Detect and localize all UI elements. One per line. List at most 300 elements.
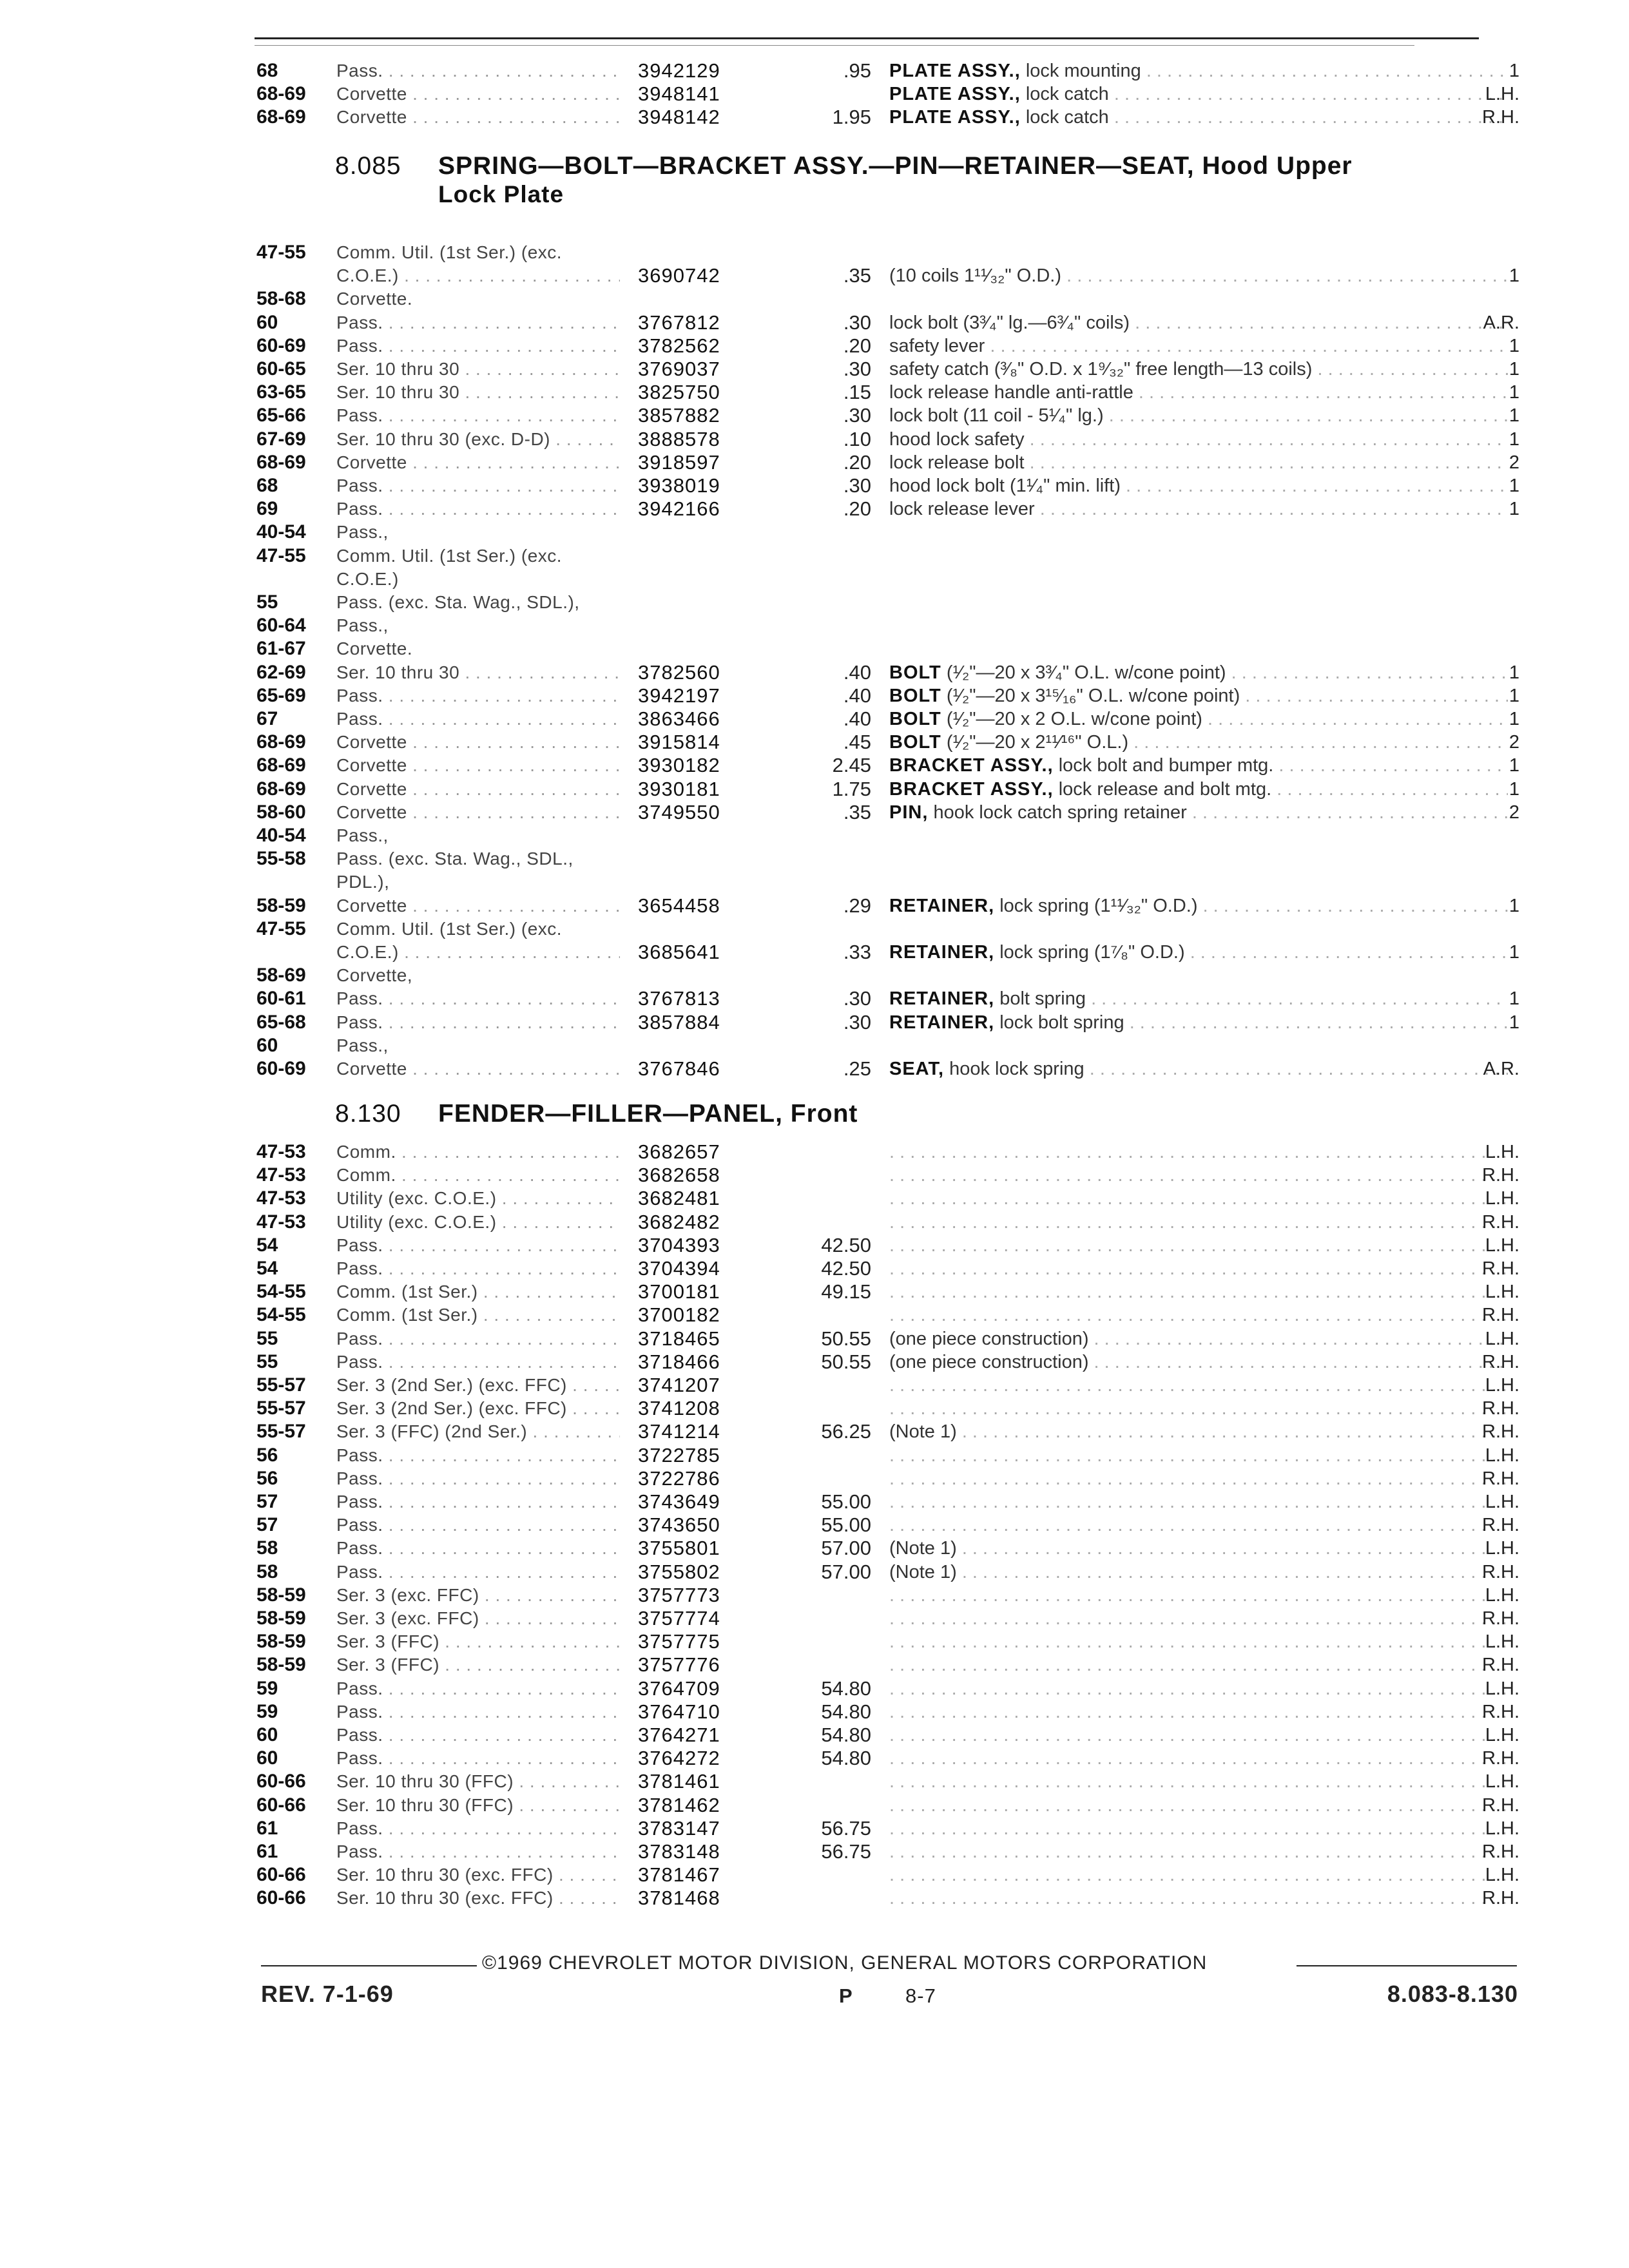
parts-row (0, 1234, 1629, 1257)
part-number: 3857884 (638, 1010, 720, 1033)
part-number: 3700182 (638, 1303, 720, 1327)
list-price: .30 (843, 987, 871, 1010)
part-description (889, 1724, 1508, 1747)
quantity-or-side: 1 (1509, 1012, 1519, 1033)
model-applicability: Pass. (exc. Sta. Wag., SDL., (336, 849, 574, 869)
model-applicability: Pass. . . . (336, 474, 620, 497)
model-applicability: Pass. . . . (336, 334, 620, 358)
model-applicability: PDL.), (336, 872, 390, 892)
quantity-or-side: 1 (1509, 476, 1519, 496)
parts-row (0, 1863, 1629, 1887)
quantity-or-side: L.H. (1485, 1678, 1519, 1699)
model-applicability: Pass. . . . (336, 311, 620, 334)
quantity-or-side: L.H. (1485, 1725, 1519, 1745)
model-applicability: Comm. . . . (336, 1164, 620, 1187)
part-number: 3682657 (638, 1140, 720, 1163)
part-detail: lock release lever (889, 499, 1035, 520)
part-number: 3682481 (638, 1187, 720, 1210)
part-detail: lock bolt and bumper mtg. (1058, 755, 1274, 776)
part-description (889, 1677, 1508, 1700)
list-price: .30 (843, 1010, 871, 1033)
model-years: 47-53 (256, 1187, 306, 1209)
model-years: 55-57 (256, 1421, 306, 1443)
page-letter: P (839, 1984, 853, 2007)
part-number: 3704394 (638, 1257, 720, 1280)
part-number: 3767812 (638, 311, 720, 334)
model-years: 68 (256, 475, 278, 496)
model-applicability: Ser. 10 thru 30 (FFC) . . . (336, 1770, 620, 1793)
parts-row (0, 1374, 1629, 1397)
model-years: 58-59 (256, 1654, 306, 1676)
model-years: 60-65 (256, 358, 306, 380)
list-price: 54.80 (821, 1747, 871, 1770)
parts-row (0, 894, 1629, 918)
parts-row (0, 358, 1629, 381)
model-years: 55-58 (256, 848, 306, 870)
list-price: .40 (843, 684, 871, 707)
model-applicability: Corvette . . . (336, 778, 620, 801)
part-number: 3764710 (638, 1700, 720, 1723)
part-detail: hook lock spring (949, 1059, 1084, 1079)
parts-row (0, 1747, 1629, 1770)
part-description (889, 1234, 1508, 1257)
part-description (889, 1630, 1508, 1653)
model-years: 61-67 (256, 638, 306, 660)
part-number: 3755801 (638, 1537, 720, 1560)
part-detail: lock release handle anti-rattle (889, 382, 1133, 403)
part-number: 3690742 (638, 264, 720, 287)
list-price: 1.95 (832, 106, 871, 129)
parts-row (0, 707, 1629, 731)
parts-row (0, 404, 1629, 427)
model-applicability: Pass. . . . (336, 1011, 620, 1034)
part-detail: lock catch (1025, 107, 1109, 128)
parts-row (0, 1280, 1629, 1303)
model-applicability: Pass. . . . (336, 987, 620, 1010)
parts-row (0, 334, 1629, 358)
model-years: 55 (256, 1350, 278, 1372)
model-applicability: Ser. 3 (2nd Ser.) (exc. FFC) . . . (336, 1374, 620, 1397)
list-price: .35 (843, 264, 871, 287)
quantity-or-side: L.H. (1485, 1631, 1519, 1653)
model-applicability: Pass. . . . (336, 1561, 620, 1584)
part-description (889, 106, 1508, 129)
quantity-or-side: L.H. (1485, 1818, 1519, 1839)
list-price: 55.00 (821, 1490, 871, 1513)
part-name: BRACKET ASSY., (889, 778, 1054, 800)
part-name: BOLT (889, 732, 941, 753)
part-number: 3930181 (638, 777, 720, 800)
parts-row (0, 1770, 1629, 1793)
model-years: 57 (256, 1491, 278, 1512)
part-detail: (¹⁄₂"—20 x 3¹⁵⁄₁₆" O.L. w/cone point) (946, 685, 1240, 706)
part-name: SEAT, (889, 1059, 945, 1079)
list-price: .45 (843, 731, 871, 754)
model-years: 60-66 (256, 1771, 306, 1792)
part-description (889, 1770, 1508, 1793)
model-years: 67-69 (256, 428, 306, 450)
model-applicability: Pass. . . . (336, 684, 620, 707)
part-detail: (¹⁄₂"—20 x 2 O.L. w/cone point) (946, 709, 1202, 729)
model-years: 65-69 (256, 684, 306, 706)
list-price: 1.75 (832, 777, 871, 800)
model-applicability: Ser. 10 thru 30 . . . (336, 661, 620, 684)
quantity-or-side: 1 (1509, 265, 1519, 287)
list-price: .25 (843, 1057, 871, 1080)
quantity-or-side: R.H. (1482, 1421, 1519, 1443)
model-applicability: Corvette . . . (336, 731, 620, 754)
list-price: 57.00 (821, 1560, 871, 1583)
part-name: PIN, (889, 802, 929, 823)
model-applicability: Ser. 3 (2nd Ser.) (exc. FFC) . . . (336, 1397, 620, 1420)
part-number: 3782560 (638, 660, 720, 684)
model-applicability: Pass., (336, 615, 389, 636)
model-applicability: Pass. . . . (336, 1840, 620, 1863)
parts-row (0, 1607, 1629, 1630)
quantity-or-side: L.H. (1485, 1538, 1519, 1559)
part-detail: (¹⁄₂"—20 x 2¹¹⁄¹⁶" O.L.) (946, 732, 1129, 753)
list-price: 56.75 (821, 1816, 871, 1840)
part-number: 3783147 (638, 1816, 720, 1840)
section-number: 8.085 (335, 152, 401, 180)
model-applicability: Pass. . . . (336, 707, 620, 731)
part-number: 3685641 (638, 941, 720, 963)
part-description (889, 1490, 1508, 1514)
quantity-or-side: A.R. (1483, 1059, 1519, 1079)
parts-row (0, 1887, 1629, 1910)
list-price: 42.50 (821, 1233, 871, 1256)
part-name: PLATE ASSY., (889, 61, 1021, 81)
part-description (889, 1794, 1508, 1817)
model-applicability: Pass., (336, 1035, 389, 1055)
model-years: 60 (256, 1034, 278, 1056)
parts-row (0, 1211, 1629, 1234)
list-price: 56.75 (821, 1840, 871, 1863)
part-description (889, 334, 1508, 358)
part-description (889, 894, 1508, 918)
model-applicability: Corvette . . . (336, 894, 620, 918)
parts-row (0, 1011, 1629, 1034)
model-applicability: Pass. . . . (336, 1234, 620, 1257)
section-number: 8.130 (335, 1100, 401, 1128)
model-years: 47-53 (256, 1164, 306, 1186)
part-description (889, 1700, 1508, 1724)
part-detail: lock spring (1⁷⁄₈" O.D.) (999, 942, 1185, 963)
part-description (889, 497, 1508, 521)
quantity-or-side: 1 (1509, 405, 1519, 427)
quantity-or-side: L.H. (1485, 84, 1519, 105)
model-applicability: Pass., (336, 522, 389, 543)
part-number: 3942166 (638, 497, 720, 521)
model-years: 56 (256, 1444, 278, 1466)
model-years: 60 (256, 1747, 278, 1769)
model-applicability: Comm. Util. (1st Ser.) (exc. (336, 918, 563, 939)
model-years: 68-69 (256, 731, 306, 753)
part-detail: lock bolt (3³⁄₄" lg.—6³⁄₄" coils) (889, 312, 1130, 333)
parts-row (0, 941, 1629, 964)
parts-row (0, 1164, 1629, 1187)
part-number: 3722786 (638, 1466, 720, 1490)
model-years: 60-66 (256, 1887, 306, 1909)
part-number: 3755802 (638, 1560, 720, 1583)
list-price: .30 (843, 358, 871, 380)
model-applicability: Pass. . . . (336, 1467, 620, 1490)
parts-row (0, 1514, 1629, 1537)
parts-row (0, 287, 1629, 311)
parts-row (0, 1444, 1629, 1467)
part-description (889, 428, 1508, 451)
parts-row (0, 1653, 1629, 1677)
list-price: .20 (843, 334, 871, 357)
model-applicability: Utility (exc. C.O.E.) . . . (336, 1187, 620, 1210)
model-applicability: Comm. (1st Ser.) . . . (336, 1303, 620, 1327)
part-description (889, 358, 1508, 381)
quantity-or-side: L.H. (1485, 1375, 1519, 1396)
part-number: 3757774 (638, 1607, 720, 1629)
part-number: 3749550 (638, 800, 720, 823)
part-name: PLATE ASSY., (889, 84, 1021, 105)
part-detail: lock release bolt (889, 452, 1025, 473)
part-number: 3857882 (638, 404, 720, 427)
part-description (889, 1303, 1508, 1327)
section-title: FENDER—FILLER—PANEL, Front (438, 1100, 858, 1128)
part-description (889, 1397, 1508, 1420)
quantity-or-side: L.H. (1485, 1142, 1519, 1162)
model-years: 47-55 (256, 242, 306, 263)
model-years: 69 (256, 498, 278, 520)
model-applicability: Pass., (336, 825, 389, 845)
quantity-or-side: L.H. (1485, 1188, 1519, 1209)
model-applicability: Corvette. (336, 639, 413, 659)
parts-row (0, 1187, 1629, 1210)
part-detail: hood lock bolt (1¹⁄₄" min. lift) (889, 476, 1121, 496)
quantity-or-side: R.H. (1482, 1211, 1519, 1233)
part-description (889, 1011, 1508, 1034)
parts-row (0, 987, 1629, 1010)
part-number: 3769037 (638, 358, 720, 380)
part-number: 3781462 (638, 1793, 720, 1816)
part-number: 3764709 (638, 1677, 720, 1700)
model-years: 47-53 (256, 1211, 306, 1233)
part-detail: lock spring (1¹¹⁄₃₂" O.D.) (999, 895, 1198, 916)
revision-date: REV. 7-1-69 (261, 1981, 394, 2007)
model-years: 60-69 (256, 334, 306, 356)
part-description (889, 1584, 1508, 1607)
part-number: 3938019 (638, 474, 720, 497)
list-price: .20 (843, 450, 871, 474)
part-number: 3704393 (638, 1233, 720, 1256)
model-years: 40-54 (256, 521, 306, 543)
part-name: RETAINER, (889, 1012, 995, 1033)
model-applicability: C.O.E.) (336, 568, 399, 589)
quantity-or-side: R.H. (1482, 1468, 1519, 1489)
quantity-or-side: 1 (1509, 895, 1519, 916)
model-years: 62-69 (256, 661, 306, 683)
part-number: 3757776 (638, 1653, 720, 1677)
list-price: .40 (843, 660, 871, 684)
part-detail: safety catch (³⁄₈" O.D. x 1⁹⁄₃₂" free length—13 coils) (889, 359, 1313, 380)
model-years: 55 (256, 1327, 278, 1349)
quantity-or-side: R.H. (1482, 1608, 1519, 1629)
model-applicability: Comm. . . . (336, 1140, 620, 1164)
model-years: 58-59 (256, 1584, 306, 1606)
parts-row (0, 568, 1629, 591)
list-price: .30 (843, 311, 871, 334)
list-price: 42.50 (821, 1257, 871, 1280)
quantity-or-side: 1 (1509, 942, 1519, 963)
part-description (889, 1327, 1508, 1350)
list-price: .29 (843, 894, 871, 917)
group-range: 8.083-8.130 (1387, 1981, 1518, 2007)
part-description (889, 311, 1508, 334)
parts-row (0, 1420, 1629, 1443)
parts-row (0, 1397, 1629, 1420)
model-years: 54 (256, 1258, 278, 1279)
part-number: 3718465 (638, 1327, 720, 1350)
model-applicability: Pass. . . . (336, 1724, 620, 1747)
part-description (889, 1280, 1508, 1303)
model-years: 55 (256, 591, 278, 613)
part-description (889, 1537, 1508, 1560)
part-number: 3682658 (638, 1164, 720, 1187)
part-detail: (¹⁄₂"—20 x 3³⁄₄" O.L. w/cone point) (946, 662, 1226, 683)
model-applicability: Ser. 10 thru 30 (FFC) . . . (336, 1794, 620, 1817)
model-years: 60-64 (256, 615, 306, 637)
model-applicability: Pass. . . . (336, 1677, 620, 1700)
top-rule-thin (255, 45, 1414, 46)
model-applicability: Pass. . . . (336, 497, 620, 521)
quantity-or-side: 1 (1509, 335, 1519, 356)
part-description (889, 82, 1508, 106)
parts-row (0, 59, 1629, 82)
quantity-or-side: L.H. (1485, 1328, 1519, 1349)
part-description (889, 987, 1508, 1010)
parts-row (0, 241, 1629, 264)
part-number: 3767813 (638, 987, 720, 1010)
part-description (889, 1514, 1508, 1537)
part-name: BOLT (889, 685, 941, 706)
part-detail: safety lever (889, 335, 985, 356)
parts-row (0, 870, 1629, 894)
quantity-or-side: 2 (1509, 732, 1519, 753)
part-number: 3743650 (638, 1514, 720, 1537)
parts-row (0, 1724, 1629, 1747)
part-detail: hook lock catch spring retainer (933, 802, 1187, 823)
model-applicability: Pass. . . . (336, 1327, 620, 1350)
part-name: BRACKET ASSY., (889, 755, 1054, 776)
quantity-or-side: R.H. (1482, 1398, 1519, 1419)
model-years: 68-69 (256, 778, 306, 800)
model-applicability: Ser. 3 (FFC) (2nd Ser.) . . . (336, 1420, 620, 1443)
part-name: BOLT (889, 709, 941, 729)
list-price: .95 (843, 59, 871, 82)
quantity-or-side: 1 (1509, 662, 1519, 683)
part-number: 3948141 (638, 82, 720, 106)
part-description (889, 1187, 1508, 1210)
quantity-or-side: R.H. (1482, 1305, 1519, 1326)
list-price: 50.55 (821, 1350, 871, 1373)
model-applicability: Comm. (1st Ser.) . . . (336, 1280, 620, 1303)
part-description (889, 1257, 1508, 1280)
model-applicability: Utility (exc. C.O.E.) . . . (336, 1211, 620, 1234)
model-years: 58-69 (256, 965, 306, 986)
list-price: 54.80 (821, 1677, 871, 1700)
part-description (889, 1211, 1508, 1234)
part-description (889, 404, 1508, 427)
parts-row (0, 964, 1629, 987)
part-description (889, 1887, 1508, 1910)
part-description (889, 1444, 1508, 1467)
model-years: 61 (256, 1841, 278, 1862)
model-years: 60 (256, 1724, 278, 1745)
part-detail: (one piece construction) (889, 1328, 1089, 1349)
model-years: 59 (256, 1700, 278, 1722)
model-years: 58-59 (256, 1631, 306, 1653)
quantity-or-side: L.H. (1485, 1445, 1519, 1466)
model-years: 56 (256, 1467, 278, 1489)
part-number: 3781468 (638, 1887, 720, 1910)
model-years: 68-69 (256, 106, 306, 128)
part-detail: (Note 1) (889, 1538, 957, 1559)
quantity-or-side: 1 (1509, 709, 1519, 729)
part-description (889, 1350, 1508, 1374)
model-applicability: Pass. . . . (336, 1700, 620, 1724)
model-years: 47-55 (256, 918, 306, 939)
part-name: RETAINER, (889, 942, 995, 963)
model-applicability: Pass. . . . (336, 1514, 620, 1537)
list-price: 56.25 (821, 1420, 871, 1443)
part-description (889, 707, 1508, 731)
part-detail: lock catch (1025, 84, 1109, 105)
parts-row (0, 497, 1629, 521)
footer-rule-right (1296, 1965, 1517, 1966)
model-years: 54-55 (256, 1281, 306, 1303)
model-applicability: Ser. 3 (exc. FFC) . . . (336, 1607, 620, 1630)
list-price: 49.15 (821, 1280, 871, 1303)
footer-rule-left (261, 1965, 477, 1966)
model-applicability: Corvette . . . (336, 106, 620, 129)
parts-row (0, 1840, 1629, 1863)
model-years: 65-66 (256, 405, 306, 427)
part-detail: (10 coils 1¹¹⁄₃₂" O.D.) (889, 265, 1062, 287)
model-applicability: Pass. . . . (336, 1747, 620, 1770)
parts-row (0, 1490, 1629, 1514)
parts-row (0, 847, 1629, 870)
quantity-or-side: R.H. (1482, 1351, 1519, 1372)
part-number: 3948142 (638, 106, 720, 129)
parts-row (0, 1817, 1629, 1840)
part-number: 3918597 (638, 450, 720, 474)
part-description (889, 1747, 1508, 1770)
part-number: 3741207 (638, 1374, 720, 1396)
part-number: 3782562 (638, 334, 720, 357)
model-years: 58 (256, 1537, 278, 1559)
parts-row (0, 824, 1629, 847)
part-number: 3915814 (638, 731, 720, 754)
model-years: 60-66 (256, 1864, 306, 1886)
parts-row (0, 428, 1629, 451)
part-detail: lock mounting (1025, 61, 1141, 81)
list-price: .33 (843, 941, 871, 963)
quantity-or-side: 2 (1509, 452, 1519, 473)
model-years: 58-68 (256, 288, 306, 310)
parts-row (0, 918, 1629, 941)
part-name: PLATE ASSY., (889, 107, 1021, 128)
model-years: 57 (256, 1514, 278, 1536)
quantity-or-side: 1 (1509, 499, 1519, 520)
top-rule (255, 37, 1479, 39)
quantity-or-side: R.H. (1482, 1561, 1519, 1582)
